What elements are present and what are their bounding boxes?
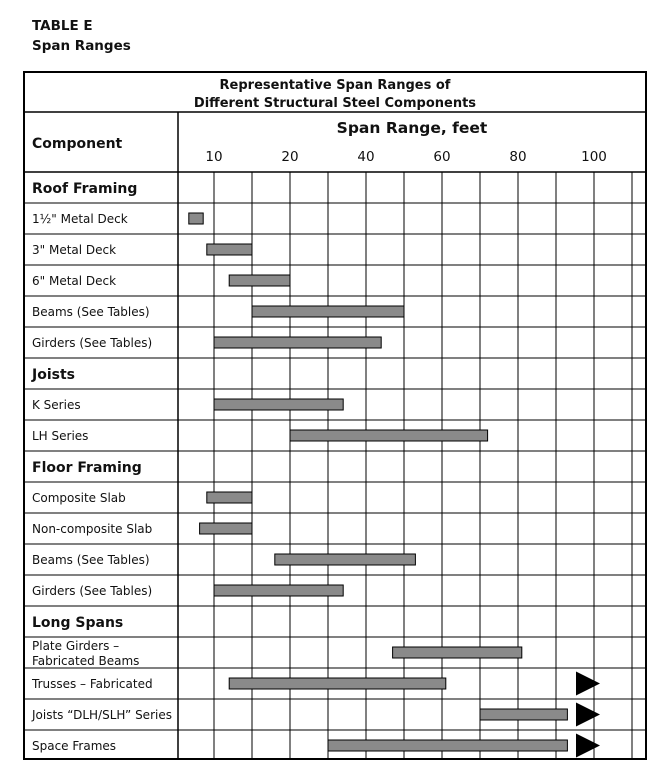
x-tick-label: 10 xyxy=(205,149,223,165)
component-label: Space Frames xyxy=(32,739,117,753)
x-axis-label: Span Range, feet xyxy=(336,119,488,137)
category-label: Floor Framing xyxy=(32,460,142,476)
span-bar xyxy=(290,430,488,441)
component-label: Joists “DLH/SLH” Series xyxy=(32,708,172,722)
continues-arrow-icon xyxy=(576,672,600,696)
component-label: Composite Slab xyxy=(32,491,126,505)
span-bar xyxy=(328,740,567,751)
span-bar xyxy=(229,678,446,689)
component-label: Girders (See Tables) xyxy=(32,336,153,350)
x-tick-label: 40 xyxy=(357,149,375,165)
span-bar xyxy=(480,709,567,720)
component-label: Non-composite Slab xyxy=(32,522,153,536)
component-label-line-2: Fabricated Beams xyxy=(32,654,140,668)
x-tick-label: 20 xyxy=(281,149,299,165)
x-tick-label: 60 xyxy=(433,149,451,165)
span-bar xyxy=(393,647,522,658)
component-label-line-1: Plate Girders – xyxy=(32,639,120,653)
component-column-header: Component xyxy=(32,136,123,152)
span-bar xyxy=(214,399,343,410)
table-label: TABLE E xyxy=(32,18,93,34)
category-label: Long Spans xyxy=(32,615,124,631)
component-label: 3" Metal Deck xyxy=(32,243,117,257)
span-bar xyxy=(275,554,416,565)
component-label: 6" Metal Deck xyxy=(32,274,117,288)
span-bar xyxy=(252,306,404,317)
component-label: Beams (See Tables) xyxy=(32,553,150,567)
table-subtitle: Span Ranges xyxy=(32,38,131,54)
chart-title-line-1: Representative Span Ranges of xyxy=(219,78,451,93)
component-label: Beams (See Tables) xyxy=(32,305,150,319)
component-label: Girders (See Tables) xyxy=(32,584,153,598)
span-bar xyxy=(207,244,252,255)
chart-title-line-2: Different Structural Steel Components xyxy=(193,96,477,111)
span-bar xyxy=(207,492,252,503)
span-bar xyxy=(214,585,343,596)
component-label: K Series xyxy=(32,398,81,412)
category-label: Roof Framing xyxy=(32,181,138,197)
x-tick-label: 100 xyxy=(581,149,607,165)
component-label: LH Series xyxy=(32,429,89,443)
span-bar xyxy=(200,523,252,534)
span-bar xyxy=(214,337,381,348)
continues-arrow-icon xyxy=(576,734,600,758)
span-bar xyxy=(189,213,203,224)
category-label: Joists xyxy=(32,367,75,383)
span-bar xyxy=(229,275,290,286)
continues-arrow-icon xyxy=(576,703,600,727)
x-tick-label: 80 xyxy=(509,149,527,165)
component-label: 1½" Metal Deck xyxy=(32,212,128,226)
component-label: Trusses – Fabricated xyxy=(32,677,153,691)
